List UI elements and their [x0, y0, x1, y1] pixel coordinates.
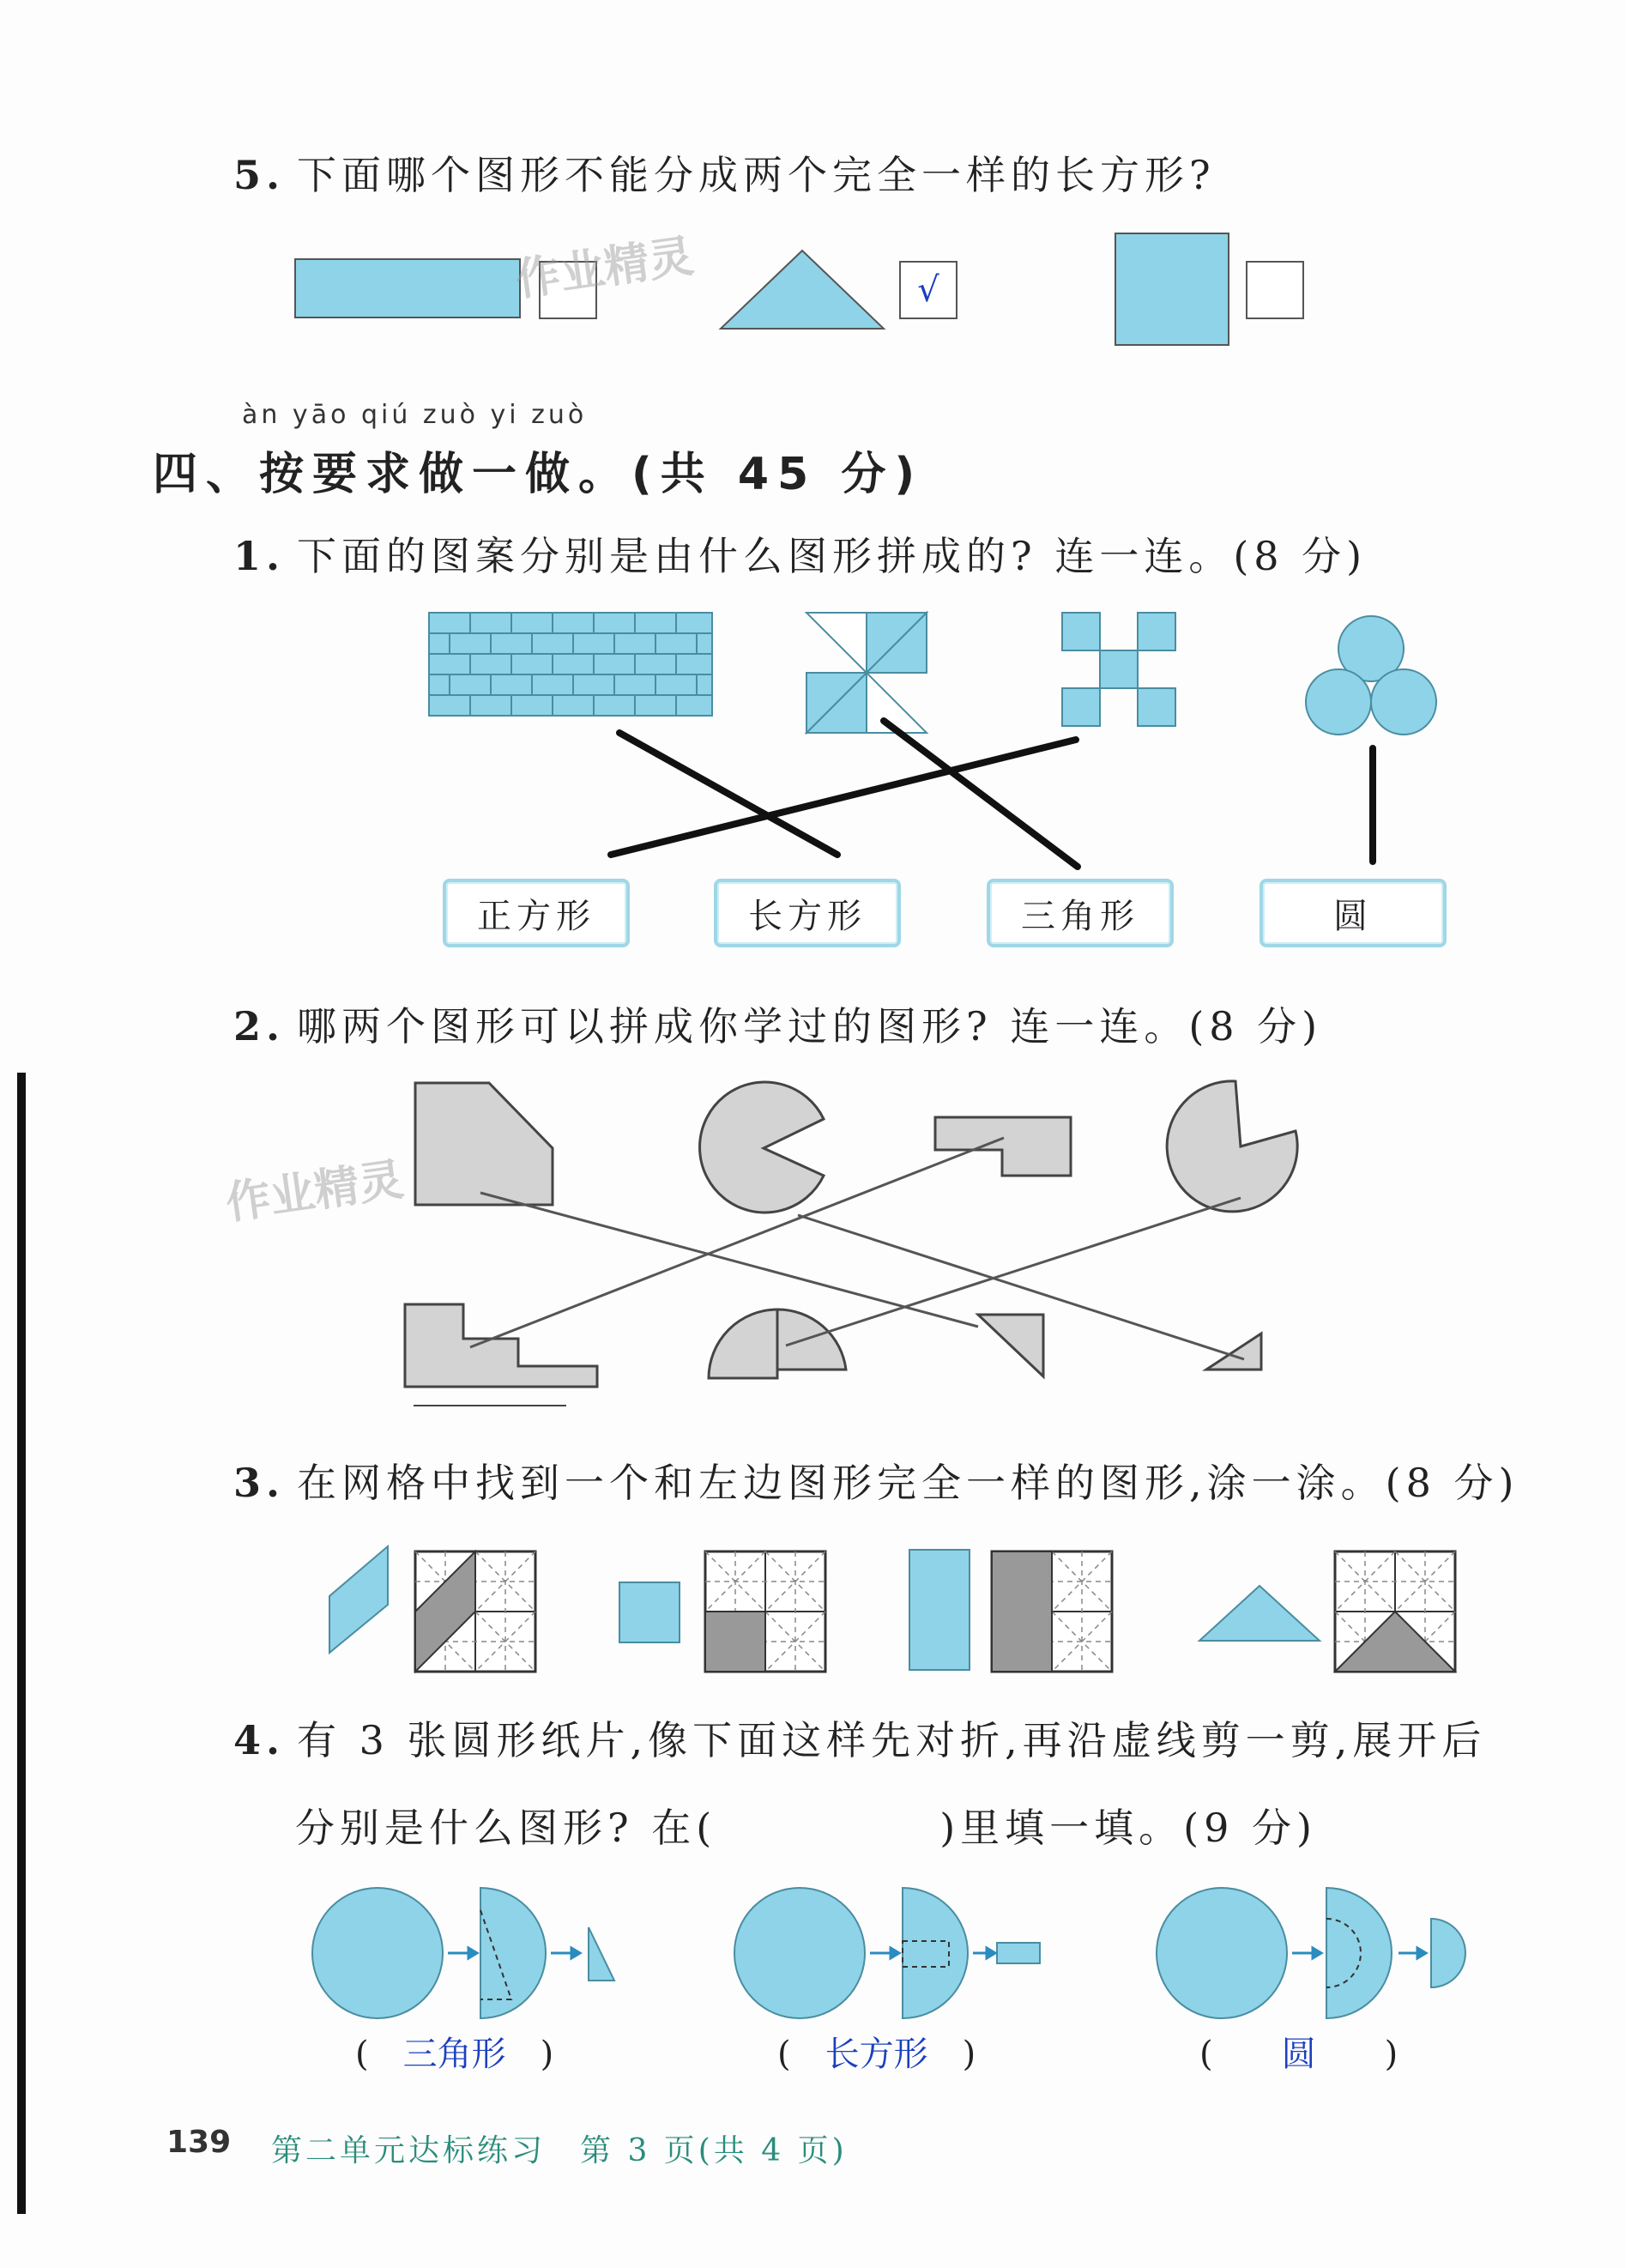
q4-circle-2 — [734, 1888, 865, 2018]
q2-text: 哪两个图形可以拼成你学过的图形? 连一连。(8 分) — [297, 1003, 1323, 1049]
q4-answer-1-text: 三角形 — [402, 2035, 506, 2074]
q4-result-triangle — [589, 1927, 614, 1981]
q4-result-rectangle — [997, 1943, 1040, 1963]
q4-text-line1: 有 3 张圆形纸片,像下面这样先对折,再沿虚线剪一剪,展开后 — [297, 1717, 1487, 1763]
q4-number: 4. — [233, 1717, 286, 1763]
q1-label-square-text: 正方形 — [477, 896, 595, 936]
q5-mark-2: √ — [917, 270, 939, 310]
q1-label-triangle-text: 三角形 — [1021, 896, 1139, 936]
watermark-2: 作业精灵 — [222, 1153, 407, 1231]
q4-half-circle-2 — [903, 1888, 968, 2018]
page-number: 139 — [166, 2125, 232, 2160]
q4-result-semicircle — [1431, 1919, 1465, 1987]
footer-title: 第二单元达标练习 第 3 页(共 4 页) — [271, 2133, 848, 2168]
q1-number: 1. — [233, 533, 286, 579]
q4-question-line2: 分别是什么图形? 在( )里填一填。(9 分) — [295, 1805, 1317, 1851]
section4-title: 四、按要求做一做。(共 45 分) — [153, 449, 924, 500]
q4-answer-2-text: 长方形 — [825, 2035, 928, 2074]
q1-text: 下面的图案分别是由什么图形拼成的? 连一连。(8 分) — [297, 533, 1368, 579]
watermark-1: 作业精灵 — [512, 230, 697, 307]
q1-label-rectangle-text: 长方形 — [748, 896, 867, 936]
q5-number: 5. — [233, 152, 286, 198]
q4-answer-2[interactable]: ( 长方形 ) — [777, 2035, 976, 2074]
q4-circle-3 — [1157, 1888, 1287, 2018]
q4-circle-1 — [312, 1888, 443, 2018]
q3-number: 3. — [233, 1460, 286, 1506]
section4-pinyin: àn yāo qiú zuò yi zuò — [242, 400, 588, 430]
q5-text: 下面哪个图形不能分成两个完全一样的长方形? — [297, 152, 1216, 198]
q3-text: 在网格中找到一个和左边图形完全一样的图形,涂一涂。(8 分) — [297, 1460, 1519, 1506]
q2-number: 2. — [233, 1003, 286, 1049]
q1-label-circle-text: 圆 — [1333, 896, 1373, 936]
q4-answer-3-text: 圆 — [1281, 2035, 1316, 2074]
q4-answer-1[interactable]: ( 三角形 ) — [355, 2035, 554, 2074]
q4-half-circle-3 — [1326, 1888, 1392, 2018]
q4-answer-3[interactable]: ( 圆 ) — [1199, 2035, 1398, 2074]
